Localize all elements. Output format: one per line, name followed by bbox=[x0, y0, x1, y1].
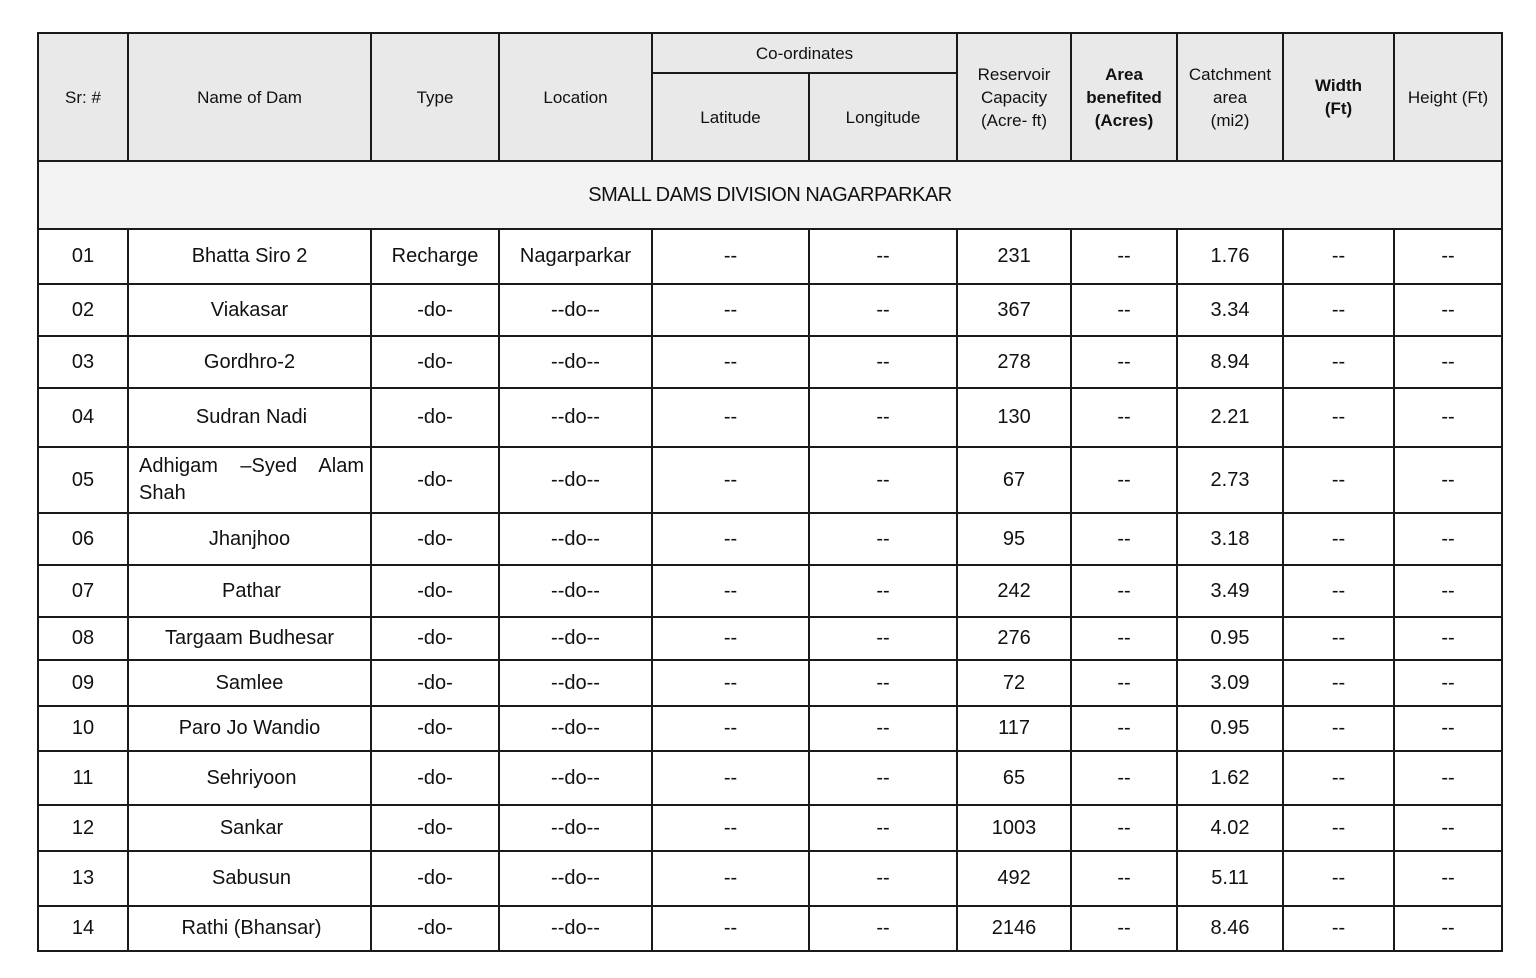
cell-width: -- bbox=[1283, 660, 1394, 706]
cell-height: -- bbox=[1394, 751, 1502, 805]
cell-location: --do-- bbox=[499, 660, 652, 706]
cell-latitude: -- bbox=[652, 805, 809, 851]
cell-capacity: 72 bbox=[957, 660, 1071, 706]
header-reservoir-capacity bbox=[957, 33, 1071, 161]
header-location: Location bbox=[499, 33, 652, 161]
cell-height: -- bbox=[1394, 660, 1502, 706]
cell-width: -- bbox=[1283, 851, 1394, 906]
cell-sr: 08 bbox=[38, 617, 128, 660]
cell-catchment: 3.49 bbox=[1177, 565, 1283, 617]
cell-sr: 05 bbox=[38, 447, 128, 513]
table-header bbox=[38, 33, 1502, 161]
dam-name: Sehriyoon bbox=[206, 766, 297, 789]
cell-name bbox=[128, 565, 371, 617]
header-latitude: Latitude bbox=[652, 73, 809, 161]
cell-sr: 02 bbox=[38, 284, 128, 336]
cell-capacity: 95 bbox=[957, 513, 1071, 565]
header-longitude: Longitude bbox=[809, 73, 957, 161]
header-area-benefited bbox=[1071, 33, 1177, 161]
cell-type: -do- bbox=[371, 660, 499, 706]
cell-longitude: -- bbox=[809, 388, 957, 447]
cell-catchment: 2.73 bbox=[1177, 447, 1283, 513]
cell-latitude: -- bbox=[652, 706, 809, 751]
cell-area: -- bbox=[1071, 284, 1177, 336]
cell-latitude: -- bbox=[652, 617, 809, 660]
dam-name: Samlee bbox=[215, 671, 284, 694]
dam-name: Targaam Budhesar bbox=[165, 627, 334, 649]
cell-longitude: -- bbox=[809, 660, 957, 706]
header-name: Name of Dam bbox=[128, 33, 371, 161]
header-catchment-line1: Catchment bbox=[1188, 64, 1272, 84]
cell-height: -- bbox=[1394, 284, 1502, 336]
cell-capacity: 65 bbox=[957, 751, 1071, 805]
cell-width: -- bbox=[1283, 906, 1394, 951]
cell-width: -- bbox=[1283, 706, 1394, 751]
cell-name bbox=[128, 660, 371, 706]
cell-sr: 04 bbox=[38, 388, 128, 447]
cell-longitude: -- bbox=[809, 284, 957, 336]
cell-location: --do-- bbox=[499, 706, 652, 751]
cell-width: -- bbox=[1283, 751, 1394, 805]
cell-type: Recharge bbox=[371, 229, 499, 284]
table-row bbox=[38, 447, 1502, 513]
cell-capacity: 231 bbox=[957, 229, 1071, 284]
header-type: Type bbox=[371, 33, 499, 161]
cell-latitude: -- bbox=[652, 751, 809, 805]
cell-type: -do- bbox=[371, 805, 499, 851]
cell-type: -do- bbox=[371, 617, 499, 660]
dam-name: Pathar bbox=[222, 579, 281, 602]
cell-longitude: -- bbox=[809, 706, 957, 751]
cell-area: -- bbox=[1071, 660, 1177, 706]
header-width-line1: Width bbox=[1314, 76, 1363, 95]
cell-capacity: 276 bbox=[957, 617, 1071, 660]
header-area-line3: (Acres) bbox=[1094, 110, 1154, 130]
cell-type: -do- bbox=[371, 336, 499, 388]
table-row bbox=[38, 706, 1502, 751]
cell-sr: 12 bbox=[38, 805, 128, 851]
cell-type: -do- bbox=[371, 751, 499, 805]
cell-area: -- bbox=[1071, 805, 1177, 851]
table-row bbox=[38, 660, 1502, 706]
cell-area: -- bbox=[1071, 617, 1177, 660]
cell-longitude: -- bbox=[809, 906, 957, 951]
division-row bbox=[38, 161, 1502, 229]
cell-width: -- bbox=[1283, 565, 1394, 617]
cell-type: -do- bbox=[371, 706, 499, 751]
cell-sr: 11 bbox=[38, 751, 128, 805]
cell-catchment: 1.76 bbox=[1177, 229, 1283, 284]
cell-area: -- bbox=[1071, 706, 1177, 751]
cell-location: --do-- bbox=[499, 851, 652, 906]
cell-location: --do-- bbox=[499, 388, 652, 447]
dam-name: Sudran Nadi bbox=[195, 406, 308, 428]
cell-sr: 10 bbox=[38, 706, 128, 751]
cell-location: --do-- bbox=[499, 805, 652, 851]
cell-height: -- bbox=[1394, 336, 1502, 388]
table-row bbox=[38, 229, 1502, 284]
table-row bbox=[38, 906, 1502, 951]
cell-latitude: -- bbox=[652, 229, 809, 284]
cell-sr: 13 bbox=[38, 851, 128, 906]
header-coordinates: Co-ordinates bbox=[652, 33, 957, 73]
cell-location: --do-- bbox=[499, 447, 652, 513]
table-row bbox=[38, 388, 1502, 447]
cell-latitude: -- bbox=[652, 284, 809, 336]
cell-width: -- bbox=[1283, 805, 1394, 851]
dam-name: Rathi (Bhansar) bbox=[181, 917, 322, 939]
cell-height: -- bbox=[1394, 565, 1502, 617]
cell-location: --do-- bbox=[499, 336, 652, 388]
cell-type: -do- bbox=[371, 851, 499, 906]
header-area-line2: benefited bbox=[1086, 87, 1162, 107]
cell-catchment: 0.95 bbox=[1177, 617, 1283, 660]
cell-capacity: 242 bbox=[957, 565, 1071, 617]
cell-latitude: -- bbox=[652, 388, 809, 447]
dam-name: Paro Jo Wandio bbox=[178, 717, 321, 739]
cell-name bbox=[128, 617, 371, 660]
table-row bbox=[38, 751, 1502, 805]
cell-location: --do-- bbox=[499, 751, 652, 805]
cell-capacity: 117 bbox=[957, 706, 1071, 751]
cell-sr: 07 bbox=[38, 565, 128, 617]
cell-name bbox=[128, 706, 371, 751]
cell-catchment: 3.18 bbox=[1177, 513, 1283, 565]
cell-width: -- bbox=[1283, 336, 1394, 388]
header-width-line2: (Ft) bbox=[1324, 99, 1353, 118]
header-sr: Sr: # bbox=[38, 33, 128, 161]
cell-name bbox=[128, 805, 371, 851]
cell-name bbox=[128, 447, 371, 513]
cell-sr: 09 bbox=[38, 660, 128, 706]
cell-catchment: 4.02 bbox=[1177, 805, 1283, 851]
dam-name: Sankar bbox=[219, 816, 284, 839]
cell-name bbox=[128, 851, 371, 906]
cell-type: -do- bbox=[371, 447, 499, 513]
cell-type: -do- bbox=[371, 513, 499, 565]
cell-longitude: -- bbox=[809, 229, 957, 284]
cell-location: --do-- bbox=[499, 906, 652, 951]
cell-location: --do-- bbox=[499, 513, 652, 565]
cell-width: -- bbox=[1283, 388, 1394, 447]
cell-capacity: 278 bbox=[957, 336, 1071, 388]
cell-latitude: -- bbox=[652, 565, 809, 617]
cell-area: -- bbox=[1071, 513, 1177, 565]
cell-latitude: -- bbox=[652, 336, 809, 388]
cell-catchment: 5.11 bbox=[1177, 851, 1283, 906]
cell-name bbox=[128, 336, 371, 388]
table-row bbox=[38, 565, 1502, 617]
cell-height: -- bbox=[1394, 513, 1502, 565]
cell-capacity: 367 bbox=[957, 284, 1071, 336]
dam-name: Viakasar bbox=[210, 298, 289, 321]
dam-name: Bhatta Siro 2 bbox=[191, 245, 308, 267]
cell-name bbox=[128, 513, 371, 565]
cell-width: -- bbox=[1283, 447, 1394, 513]
cell-area: -- bbox=[1071, 336, 1177, 388]
cell-name bbox=[128, 751, 371, 805]
table-row bbox=[38, 284, 1502, 336]
cell-longitude: -- bbox=[809, 513, 957, 565]
cell-location: --do-- bbox=[499, 565, 652, 617]
cell-capacity: 67 bbox=[957, 447, 1071, 513]
cell-catchment: 1.62 bbox=[1177, 751, 1283, 805]
cell-width: -- bbox=[1283, 513, 1394, 565]
table-row bbox=[38, 617, 1502, 660]
cell-latitude: -- bbox=[652, 513, 809, 565]
cell-name bbox=[128, 284, 371, 336]
cell-catchment: 0.95 bbox=[1177, 706, 1283, 751]
cell-area: -- bbox=[1071, 388, 1177, 447]
cell-sr: 14 bbox=[38, 906, 128, 951]
cell-location: Nagarparkar bbox=[499, 229, 652, 284]
cell-sr: 01 bbox=[38, 229, 128, 284]
cell-capacity: 130 bbox=[957, 388, 1071, 447]
cell-type: -do- bbox=[371, 284, 499, 336]
header-reservoir-line1: Reservoir bbox=[977, 64, 1051, 84]
cell-catchment: 8.94 bbox=[1177, 336, 1283, 388]
cell-latitude: -- bbox=[652, 851, 809, 906]
table-row bbox=[38, 851, 1502, 906]
cell-longitude: -- bbox=[809, 751, 957, 805]
cell-name bbox=[128, 906, 371, 951]
dam-name: Adhigam –Syed Alam Shah bbox=[139, 455, 364, 504]
header-catchment-area bbox=[1177, 33, 1283, 161]
cell-height: -- bbox=[1394, 906, 1502, 951]
cell-longitude: -- bbox=[809, 617, 957, 660]
cell-catchment: 2.21 bbox=[1177, 388, 1283, 447]
cell-longitude: -- bbox=[809, 851, 957, 906]
cell-sr: 06 bbox=[38, 513, 128, 565]
cell-height: -- bbox=[1394, 388, 1502, 447]
cell-sr: 03 bbox=[38, 336, 128, 388]
cell-area: -- bbox=[1071, 906, 1177, 951]
cell-area: -- bbox=[1071, 751, 1177, 805]
cell-latitude: -- bbox=[652, 447, 809, 513]
header-height: Height (Ft) bbox=[1394, 33, 1502, 161]
cell-longitude: -- bbox=[809, 336, 957, 388]
cell-height: -- bbox=[1394, 706, 1502, 751]
cell-latitude: -- bbox=[652, 660, 809, 706]
cell-height: -- bbox=[1394, 229, 1502, 284]
cell-height: -- bbox=[1394, 617, 1502, 660]
cell-area: -- bbox=[1071, 851, 1177, 906]
cell-type: -do- bbox=[371, 906, 499, 951]
header-reservoir-line3: (Acre- ft) bbox=[980, 110, 1048, 130]
division-title: SMALL DAMS DIVISION NAGARPARKAR bbox=[38, 161, 1502, 229]
cell-width: -- bbox=[1283, 284, 1394, 336]
table-row bbox=[38, 513, 1502, 565]
table-row bbox=[38, 336, 1502, 388]
cell-height: -- bbox=[1394, 805, 1502, 851]
cell-catchment: 3.09 bbox=[1177, 660, 1283, 706]
cell-catchment: 3.34 bbox=[1177, 284, 1283, 336]
cell-name bbox=[128, 388, 371, 447]
cell-width: -- bbox=[1283, 229, 1394, 284]
dam-name: Gordhro-2 bbox=[203, 350, 296, 373]
cell-longitude: -- bbox=[809, 805, 957, 851]
cell-capacity: 1003 bbox=[957, 805, 1071, 851]
header-catchment-line3: (mi2) bbox=[1210, 110, 1250, 130]
cell-height: -- bbox=[1394, 851, 1502, 906]
header-reservoir-line2: Capacity bbox=[980, 87, 1048, 107]
header-area-line1: Area bbox=[1105, 64, 1143, 84]
cell-location: --do-- bbox=[499, 284, 652, 336]
cell-type: -do- bbox=[371, 565, 499, 617]
table-body bbox=[38, 161, 1502, 951]
table-row bbox=[38, 805, 1502, 851]
cell-name bbox=[128, 229, 371, 284]
header-catchment-line2: area bbox=[1213, 87, 1248, 107]
cell-area: -- bbox=[1071, 565, 1177, 617]
dams-table bbox=[37, 32, 1503, 952]
cell-latitude: -- bbox=[652, 906, 809, 951]
cell-area: -- bbox=[1071, 447, 1177, 513]
dam-name: Sabusun bbox=[212, 867, 291, 889]
cell-height: -- bbox=[1394, 447, 1502, 513]
cell-type: -do- bbox=[371, 388, 499, 447]
cell-capacity: 492 bbox=[957, 851, 1071, 906]
cell-width: -- bbox=[1283, 617, 1394, 660]
cell-location: --do-- bbox=[499, 617, 652, 660]
dam-name: Jhanjhoo bbox=[208, 527, 291, 550]
cell-longitude: -- bbox=[809, 447, 957, 513]
cell-longitude: -- bbox=[809, 565, 957, 617]
cell-capacity: 2146 bbox=[957, 906, 1071, 951]
cell-catchment: 8.46 bbox=[1177, 906, 1283, 951]
header-width bbox=[1283, 33, 1394, 161]
cell-area: -- bbox=[1071, 229, 1177, 284]
